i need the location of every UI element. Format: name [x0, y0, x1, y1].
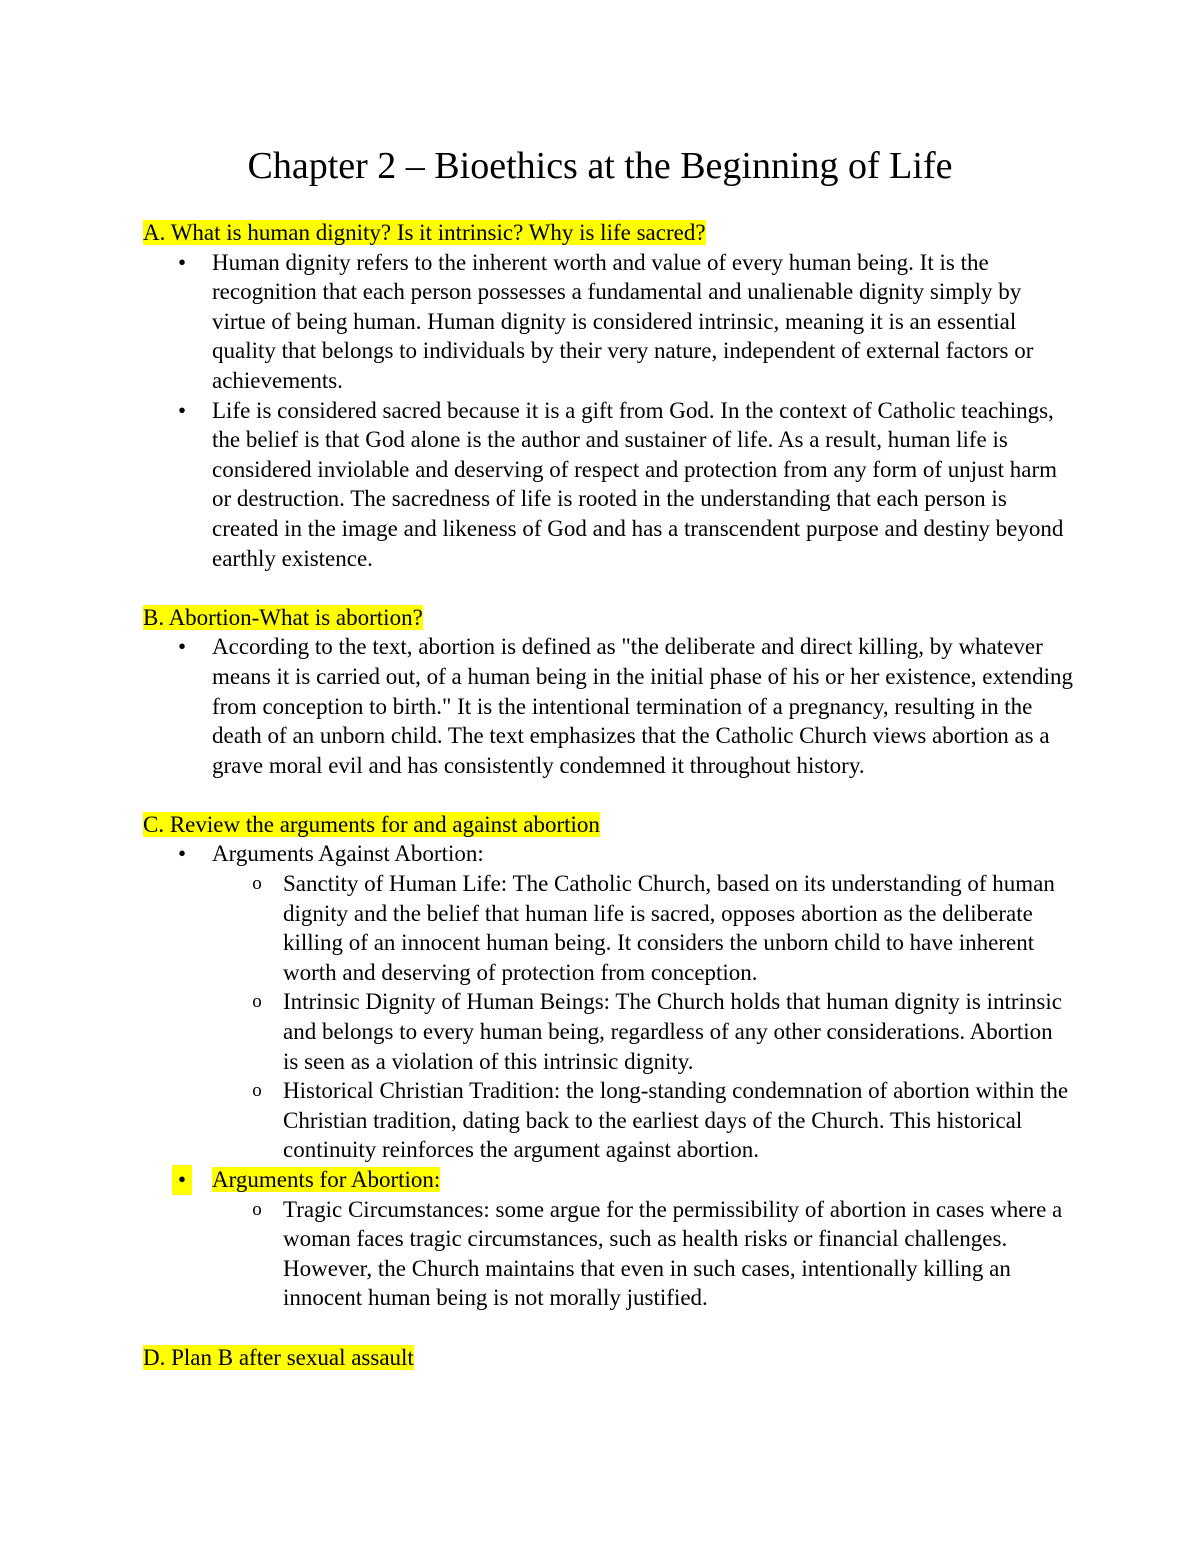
highlighted-heading-text: C. Review the arguments for and against abortion [143, 811, 600, 837]
section-heading [143, 218, 1073, 248]
bullet-icon: • [177, 249, 187, 275]
bullet-icon: • [172, 1165, 192, 1195]
highlighted-heading-text: A. What is human dignity? Is it intrinsic? Why is life sacred? [143, 220, 706, 245]
list-item-text: Life is considered sacred because it is a gift from God. In the context of Catholic teachings, the belief is that God alone is the author and sustainer of life. As a result, human life is considered inviolable and deserving of respect and protection from any form of unjust harm or destruction. The sacredness of life is rooted in the understanding that each person is created in the image and likeness of God and has a transcendent purpose and destiny beyond earthly existence. [212, 397, 1064, 571]
sub-bullet-list [212, 869, 1073, 1165]
bullet-list [143, 632, 1073, 780]
bullet-icon: • [177, 397, 187, 423]
section-c [143, 810, 1073, 1313]
hollow-bullet-icon: o [252, 1198, 262, 1220]
section-d [143, 1343, 1073, 1373]
section-heading [143, 1343, 1073, 1373]
list-item-text: According to the text, abortion is defined as "the deliberate and direct killing, by whatever means it is carried out, of a human being in the initial phase of his or her existence, extending from conception to birth." It is the intentional termination of a pregnancy, resulting in the death of an unborn child. The text emphasizes that the Catholic Church views abortion as a grave moral evil and has consistently condemned it throughout history. [212, 634, 1073, 778]
hollow-bullet-icon: o [252, 1080, 262, 1102]
bullet-list [143, 248, 1073, 574]
sub-list-item-text: Historical Christian Tradition: the long-standing condemnation of abortion within the Christian tradition, dating back to the earliest days of the Church. This historical continuity reinforces the argument against abortion. [283, 1078, 1069, 1163]
list-item-label: Arguments Against Abortion: [212, 841, 484, 867]
list-item-arguments-for [143, 1165, 1073, 1313]
list-item-arguments-against [143, 839, 1073, 1165]
paragraph-spacer [143, 573, 1073, 603]
sub-list-item [212, 987, 1073, 1076]
paragraph-spacer [143, 1313, 1073, 1343]
paragraph-spacer [143, 780, 1073, 810]
list-item-text: Human dignity refers to the inherent worth and value of every human being. It is the recognition that each person possesses a fundamental and unalienable dignity simply by virtue of being human. Human dignity is considered intrinsic, meaning it is an essential quality that belongs to individuals by their very nature, independent of external factors or achievements. [212, 249, 1034, 393]
section-heading [143, 810, 1073, 840]
highlighted-heading-text: B. Abortion-What is abortion? [143, 604, 423, 630]
list-item [143, 632, 1073, 780]
page-title: Chapter 2 – Bioethics at the Beginning of Life [247, 145, 953, 187]
sub-list-item-text: Tragic Circumstances: some argue for the permissibility of abortion in cases where a woman faces tragic circumstances, such as health risks or financial challenges. However, the Church maintains that even in such cases, intentionally killing an innocent human being is not morally justified. [283, 1196, 1063, 1311]
section-b [143, 603, 1073, 781]
document-body [143, 218, 1073, 1372]
hollow-bullet-icon: o [252, 991, 262, 1013]
bullet-icon: • [177, 634, 187, 660]
section-heading [143, 603, 1073, 633]
sub-list-item [212, 1076, 1073, 1165]
sub-list-item [212, 1195, 1073, 1313]
sub-list-item [212, 869, 1073, 987]
sub-bullet-list [212, 1195, 1073, 1313]
bullet-list [143, 839, 1073, 1313]
section-a [143, 218, 1073, 573]
highlighted-heading-text: D. Plan B after sexual assault [143, 1344, 414, 1370]
bullet-icon: • [177, 841, 187, 867]
sub-list-item-text: Intrinsic Dignity of Human Beings: The Church holds that human dignity is intrinsic and belongs to every human being, regardless of any other considerations. Abortion is seen as a violation of this intrinsic dignity. [283, 989, 1062, 1074]
hollow-bullet-icon: o [252, 873, 262, 895]
list-item [143, 396, 1073, 574]
list-item [143, 248, 1073, 396]
list-item-label: Arguments for Abortion: [212, 1167, 441, 1192]
sub-list-item-text: Sanctity of Human Life: The Catholic Church, based on its understanding of human dignity and the belief that human life is sacred, opposes abortion as the deliberate killing of an innocent human being. It considers the unborn child to have inherent worth and deserving of protection from conception. [283, 871, 1055, 985]
